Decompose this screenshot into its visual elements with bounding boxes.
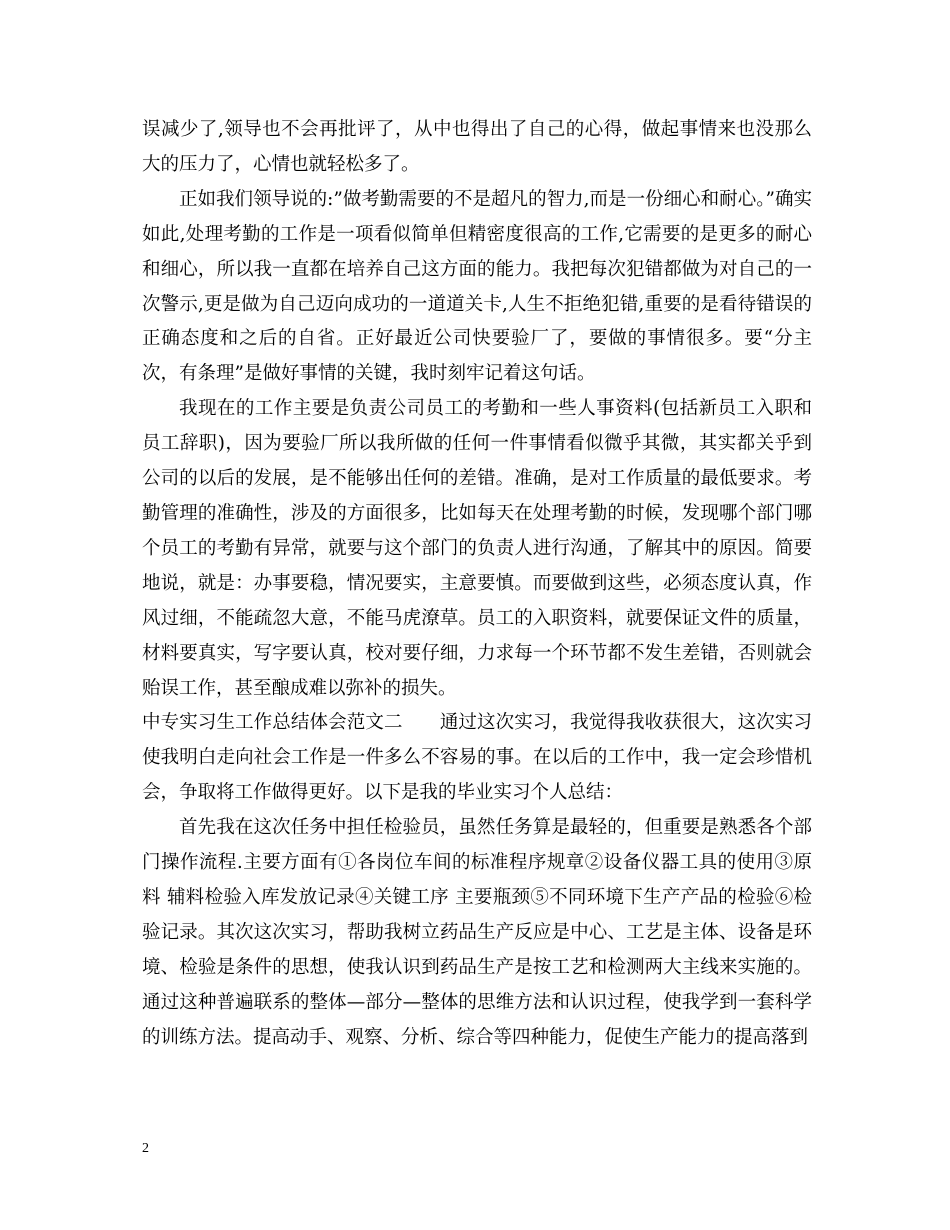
- page-number: 2: [142, 1141, 149, 1156]
- document-body: [142, 113, 812, 1055]
- paragraph-5: 首先我在这次任务中担任检验员，虽然任务算是最轻的，但重要是熟悉各个部门操作流程.主要方面有①各岗位车间的标准程序规章②设备仪器工具的使用③原料 辅料检验入库发放记录④关键工序 主要瓶颈⑤不同环境下生产产品的检验⑥检验记录。其次这次实习，帮助我树立药品生产反应是中心、工艺是主体、设备是环境、检验是条件的思想，使我认识到药品生产是按工艺和检测两大主线来实施的。通过这种普遍联系的整体—部分—整体的思维方法和认识过程，使我学到一套科学的训练方法。提高动手、观察、分析、综合等四种能力，促使生产能力的提高落到: [142, 817, 812, 1048]
- paragraph-2: 正如我们领导说的:”做考勤需要的不是超凡的智力,而是一份细心和耐心。”确实如此,处理考勤的工作是一项看似简单但精密度很高的工作,它需要的是更多的耐心和细心，所以我一直都在培养自己这方面的能力。我把每次犯错都做为对自己的一次警示,更是做为自己迈向成功的一道道关卡,人生不拒绝犯错,重要的是看待错误的正确态度和之后的自省。正好最近公司快要验厂了，要做的事情很多。要“分主次，有条理”是做好事情的关键，我时刻牢记着这句话。: [142, 188, 812, 385]
- paragraph-3: 我现在的工作主要是负责公司员工的考勤和一些人事资料(包括新员工入职和员工辞职)，因为要验厂所以我所做的任何一件事情看似微乎其微，其实都关乎到公司的以后的发展，是不能够出任何的差错。准确，是对工作质量的最低要求。考勤管理的准确性，涉及的方面很多，比如每天在处理考勤的时候，发现哪个部门哪个员工的考勤有异常，就要与这个部门的负责人进行沟通，了解其中的原因。简要地说，就是：办事要稳，情况要实，主意要慎。而要做到这些，必须态度认真，作风过细，不能疏忽大意，不能马虎潦草。员工的入职资料，就要保证文件的质量，材料要真实，写字要认真，校对要仔细，力求每一个环节都不发生差错，否则就会贻误工作，甚至酿成难以弥补的损失。: [142, 398, 812, 699]
- paragraph-4-section-title: 中专实习生工作总结体会范文二 通过这次实习，我觉得我收获很大，这次实习使我明白走向社会工作是一件多么不容易的事。在以后的工作中，我一定会珍惜机会，争取将工作做得更好。以下是我的毕业实习个人总结：: [142, 712, 812, 804]
- paragraph-1: 误减少了,领导也不会再批评了，从中也得出了自己的心得，做起事情来也没那么大的压力了，心情也就轻松多了。: [142, 119, 812, 175]
